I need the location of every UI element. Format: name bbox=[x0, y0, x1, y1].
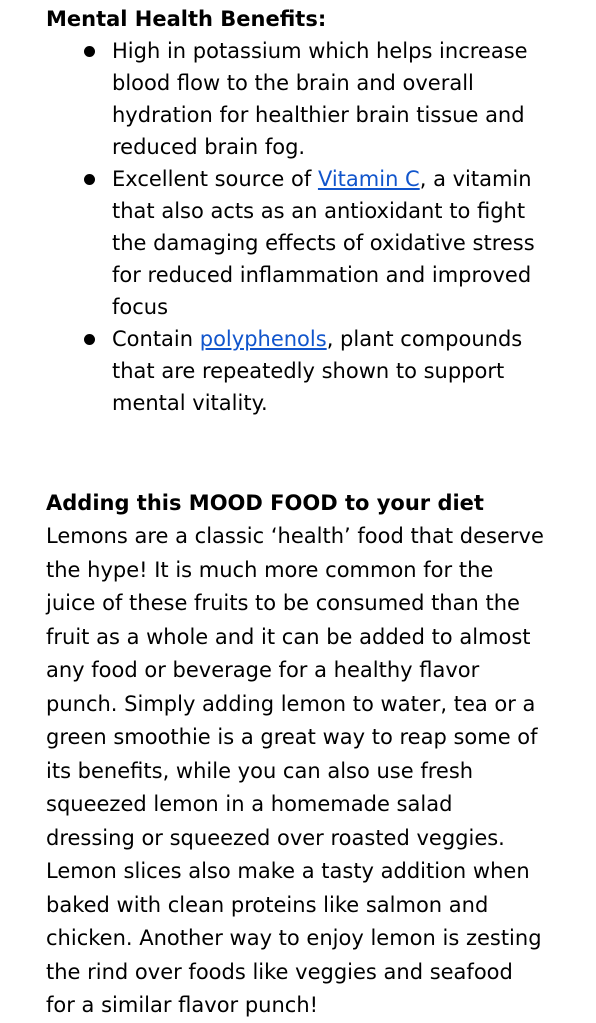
diet-section-heading: Adding this MOOD FOOD to your diet bbox=[46, 491, 484, 515]
benefit-item-polyphenols bbox=[46, 323, 546, 419]
vitamin-c-link[interactable]: Vitamin C bbox=[317, 167, 420, 191]
benefit-text: Excellent source of bbox=[112, 167, 318, 191]
bullet-icon bbox=[84, 334, 95, 345]
bullet-icon bbox=[84, 174, 95, 185]
benefit-text-continued: , a vitamin that also acts as an antioxidant to fight the damaging effects of oxidative stress for reduced inflammation and improved focus bbox=[112, 167, 535, 319]
benefit-item-vitamin-c bbox=[46, 163, 546, 323]
benefit-text: Contain bbox=[112, 327, 200, 351]
bullet-icon bbox=[84, 46, 95, 57]
diet-section-paragraph: Lemons are a classic ‘health’ food that deserve the hype! It is much more common for the juice of these fruits to be consumed than the fruit as a whole and it can be added to almost any food or beverage for a healthy flavor punch. Simply adding lemon to water, tea or a green smoothie is a great way to reap some of its benefits, while you can also use fresh squeezed lemon in a homemade salad dressing or squeezed over roasted veggies. Lemon slices also make a tasty addition when baked with clean proteins like salmon and chicken. Another way to enjoy lemon is zesting the rind over foods like veggies and seafood for a similar flavor punch! bbox=[46, 524, 544, 1017]
benefits-list bbox=[46, 35, 546, 419]
benefit-item-potassium bbox=[46, 35, 546, 163]
mental-health-benefits-heading: Mental Health Benefits: bbox=[46, 7, 327, 31]
polyphenols-link[interactable]: polyphenols bbox=[199, 327, 327, 351]
benefit-text: High in potassium which helps increase blood flow to the brain and overall hydration for healthier brain tissue and reduced brain fog. bbox=[112, 39, 528, 159]
benefit-text-continued: , plant compounds that are repeatedly shown to support mental vitality. bbox=[112, 327, 523, 415]
